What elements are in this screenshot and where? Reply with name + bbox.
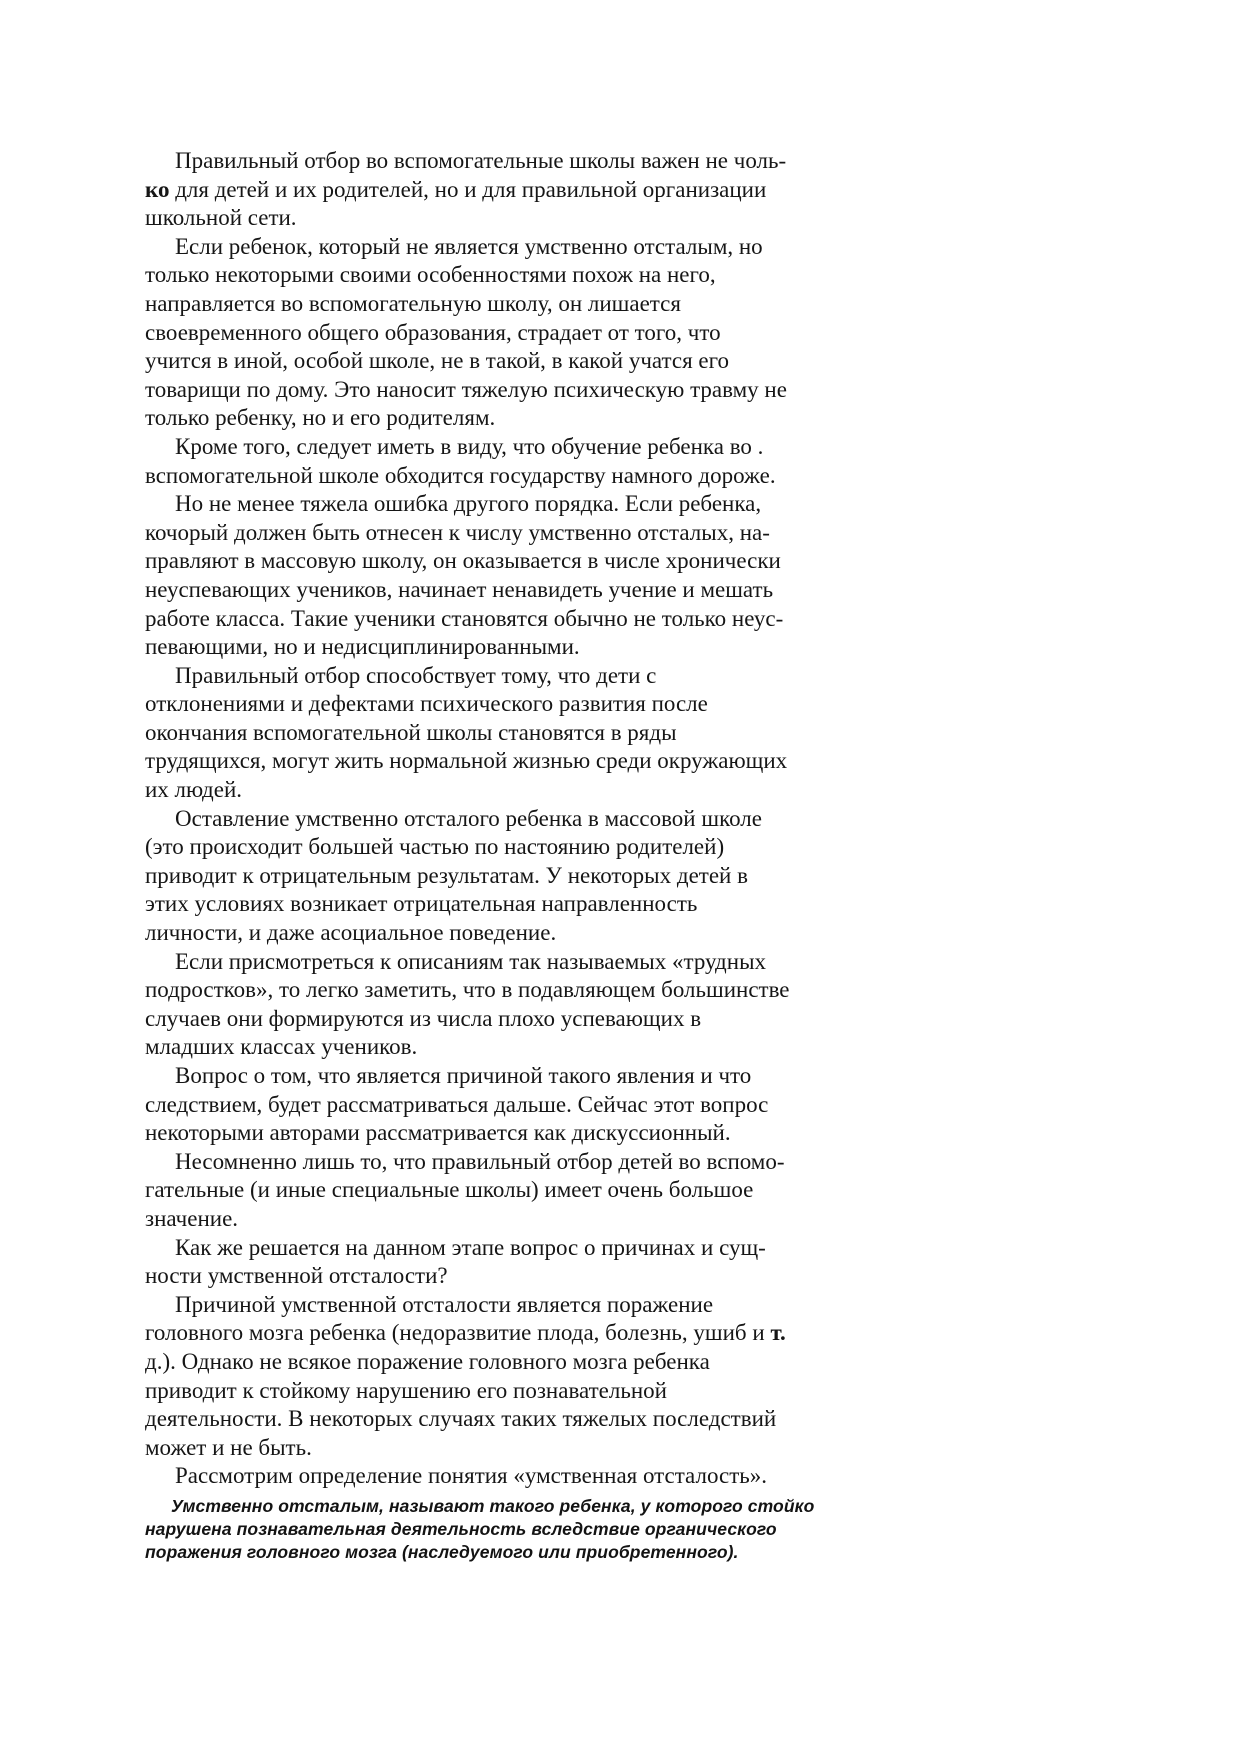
bold-text: т. — [770, 1320, 786, 1346]
paragraph-7: Если присмотреться к описаниям так называемых «трудных подростков», то легко заметить, что в подавляющем большинстве случаев они формируются из числа плохо успевающих в младших классах учеников. — [145, 948, 790, 1060]
paragraph-13: Умственно отсталым, называют такого ребенка, у которого стойко нарушена познавательная деятельность вследствие органического поражения головного мозга (наследуемого или приобретенного). — [145, 1495, 815, 1562]
paragraph-10: Как же решается на данном этапе вопрос о причинах и сущ- ности умственной отсталости? — [145, 1234, 766, 1289]
paragraph-2: Если ребенок, который не является умственно отсталым, но только некоторыми своими особенностями похож на него, направляется во вспомогательную школу, он лишается своевременного общего образования, страдает от того, что учится в иной, особой школе, не в такой, в какой учатся его товарищи по дому. Это наносит тяжелую психическую травму не только ребенку, но и его родителям. — [145, 233, 787, 431]
paragraph-11: Причиной умственной отсталости является поражение головного мозга ребенка (недоразвитие плода, болезнь, ушиб и т. д.). Однако не всякое поражение головного мозга ребенка приводит к стойкому нарушению его познавательной деятельности. В некоторых случаях таких тяжелых последствий может и не быть. — [145, 1291, 786, 1460]
page-text — [145, 147, 885, 1564]
paragraph-4: Но не менее тяжела ошибка другого порядка. Если ребенка, кочорый должен быть отнесен к числу умственно отсталых, на- правляют в массовую школу, он оказывается в числе хронически неуспевающих учеников, начинает ненавидеть учение и мешать работе класса. Такие ученики становятся обычно не только неус- певающими, но и недисциплинированными. — [145, 491, 784, 660]
paragraph-9: Несомненно лишь то, что правильный отбор детей во вспомо- гательные (и иные специальные школы) имеет очень большое значение. — [145, 1148, 785, 1231]
paragraph-3: Кроме того, следует иметь в виду, что обучение ребенка во . вспомогательной школе обходится государству намного дороже. — [145, 433, 776, 488]
paragraph-6: Оставление умственно отсталого ребенка в массовой школе (это происходит большей частью по настоянию родителей) приводит к отрицательным результатам. У некоторых детей в этих условиях возникает отрицательная направленность личности, и даже асоциальное поведение. — [145, 805, 762, 946]
paragraph-8: Вопрос о том, что является причиной такого явления и что следствием, будет рассматриваться дальше. Сейчас этот вопрос некоторыми авторами рассматривается как дискуссионный. — [145, 1063, 769, 1146]
paragraph-12: Рассмотрим определение понятия «умственная отсталость». — [175, 1463, 768, 1489]
paragraph-1: Правильный отбор во вспомогательные школы важен не чоль- ко для детей и их родителей, но и для правильной организации школьной сети. — [145, 148, 787, 231]
bold-text: ко — [145, 176, 170, 202]
paragraph-5: Правильный отбор способствует тому, что дети с отклонениями и дефектами психического развития после окончания вспомогательной школы становятся в ряды трудящихся, могут жить нормальной жизнью среди окружающих их людей. — [145, 662, 788, 803]
